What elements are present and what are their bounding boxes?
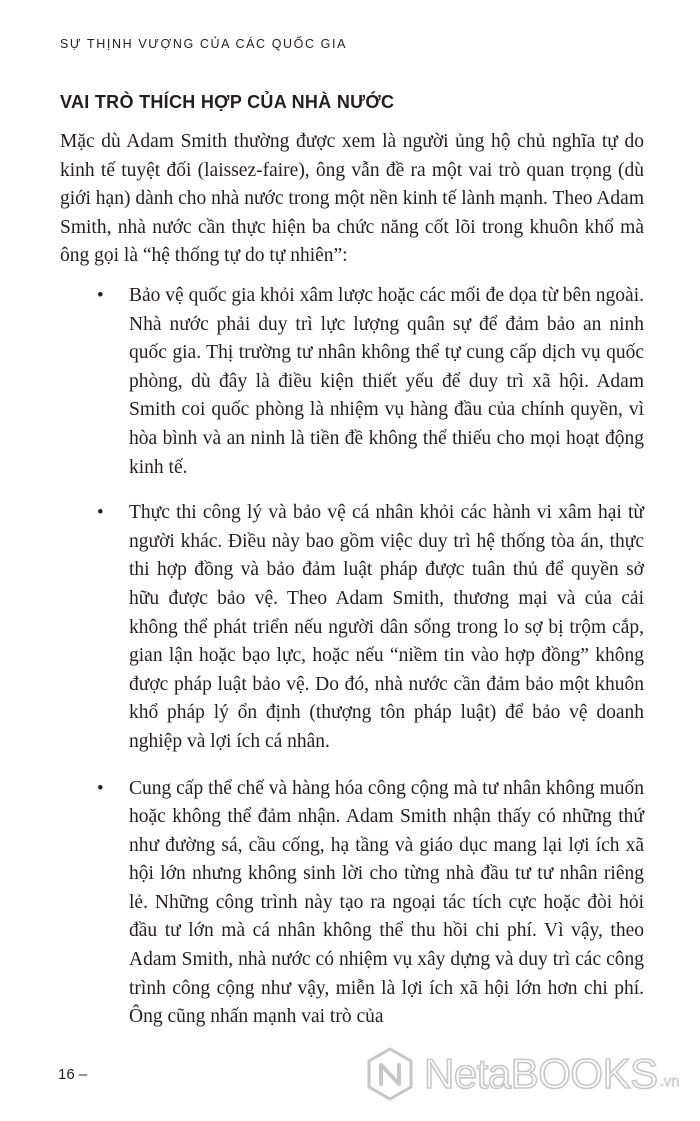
bullet-text: Cung cấp thể chế và hàng hóa công cộng mà tư nhân không muốn hoặc không thể đảm nhận. Adam Smith nhận thấy có những thứ như đường sá, cầu cống, hạ tầng và giáo dục mang lại lợi ích xã hội lớn nhưng không sinh lời cho từng nhà đầu tư tư nhân riêng lẻ. Những công trình này tạo ra ngoại tác tích cực hoặc đòi hỏi đầu tư lớn mà cá nhân không thể thu hồi chi phí. Vì vậy, theo Adam Smith, nhà nước có nhiệm vụ xây dựng và duy trì các công trình công cộng như vậy, miễn là lợi ích xã hội lớn hơn chi phí. Ông cũng nhấn mạnh vai trò của <box>129 777 644 1028</box>
bullet-dot: • <box>97 777 104 799</box>
bullet-dot: • <box>97 502 104 524</box>
watermark <box>362 1046 680 1102</box>
watermark-brand: NetaBOOKS <box>424 1050 658 1097</box>
bullet-text: Thực thi công lý và bảo vệ cá nhân khỏi các hành vi xâm hại từ người khác. Điều này bao gồm việc duy trì hệ thống tòa án, thực thi hợp đồng và bảo đảm luật pháp được tuân thủ để quyền sở hữu được bảo vệ. Theo Adam Smith, thương mại và của cải không thể phát triển nếu người dân sống trong lo sợ bị trộm cắp, gian lận hoặc bạo lực, hoặc nếu “niềm tin vào hợp đồng” không được pháp luật bảo vệ. Do đó, nhà nước cần đảm bảo một khuôn khổ pháp lý ổn định (thượng tôn pháp luật) để bảo vệ doanh nghiệp và lợi ích cá nhân. <box>129 502 644 752</box>
intro-paragraph: Mặc dù Adam Smith thường được xem là người ủng hộ chủ nghĩa tự do kinh tế tuyệt đối (laissez-faire), ông vẫn đề ra một vai trò quan trọng (dù giới hạn) dành cho nhà nước trong một nền kinh tế lành mạnh. Theo Adam Smith, nhà nước cần thực hiện ba chức năng cốt lõi trong khuôn khổ mà ông gọi là “hệ thống tự do tự nhiên”: <box>60 131 644 267</box>
list-item <box>60 282 644 482</box>
list-item <box>60 775 644 1032</box>
list-item <box>60 499 644 756</box>
netabooks-logo-icon <box>362 1046 418 1102</box>
bullet-dot: • <box>97 285 104 306</box>
section-title: VAI TRÒ THÍCH HỢP CỦA NHÀ NƯỚC <box>60 92 395 112</box>
watermark-suffix: .vn <box>659 1072 680 1090</box>
page-number: 16 – <box>58 1066 88 1083</box>
running-head: SỰ THỊNH VƯỢNG CỦA CÁC QUỐC GIA <box>60 37 348 51</box>
bullet-text: Bảo vệ quốc gia khỏi xâm lược hoặc các mối đe dọa từ bên ngoài. Nhà nước phải duy trì lực lượng quân sự để đảm bảo an ninh quốc gia. Thị trường tư nhân không thể tự cung cấp dịch vụ quốc phòng, dù đây là điều kiện thiết yếu để duy trì xã hội. Adam Smith coi quốc phòng là nhiệm vụ hàng đầu của chính quyền, vì hòa bình và an ninh là tiền đề không thể thiếu cho mọi hoạt động kinh tế. <box>129 285 644 478</box>
bullet-list <box>60 282 644 1049</box>
